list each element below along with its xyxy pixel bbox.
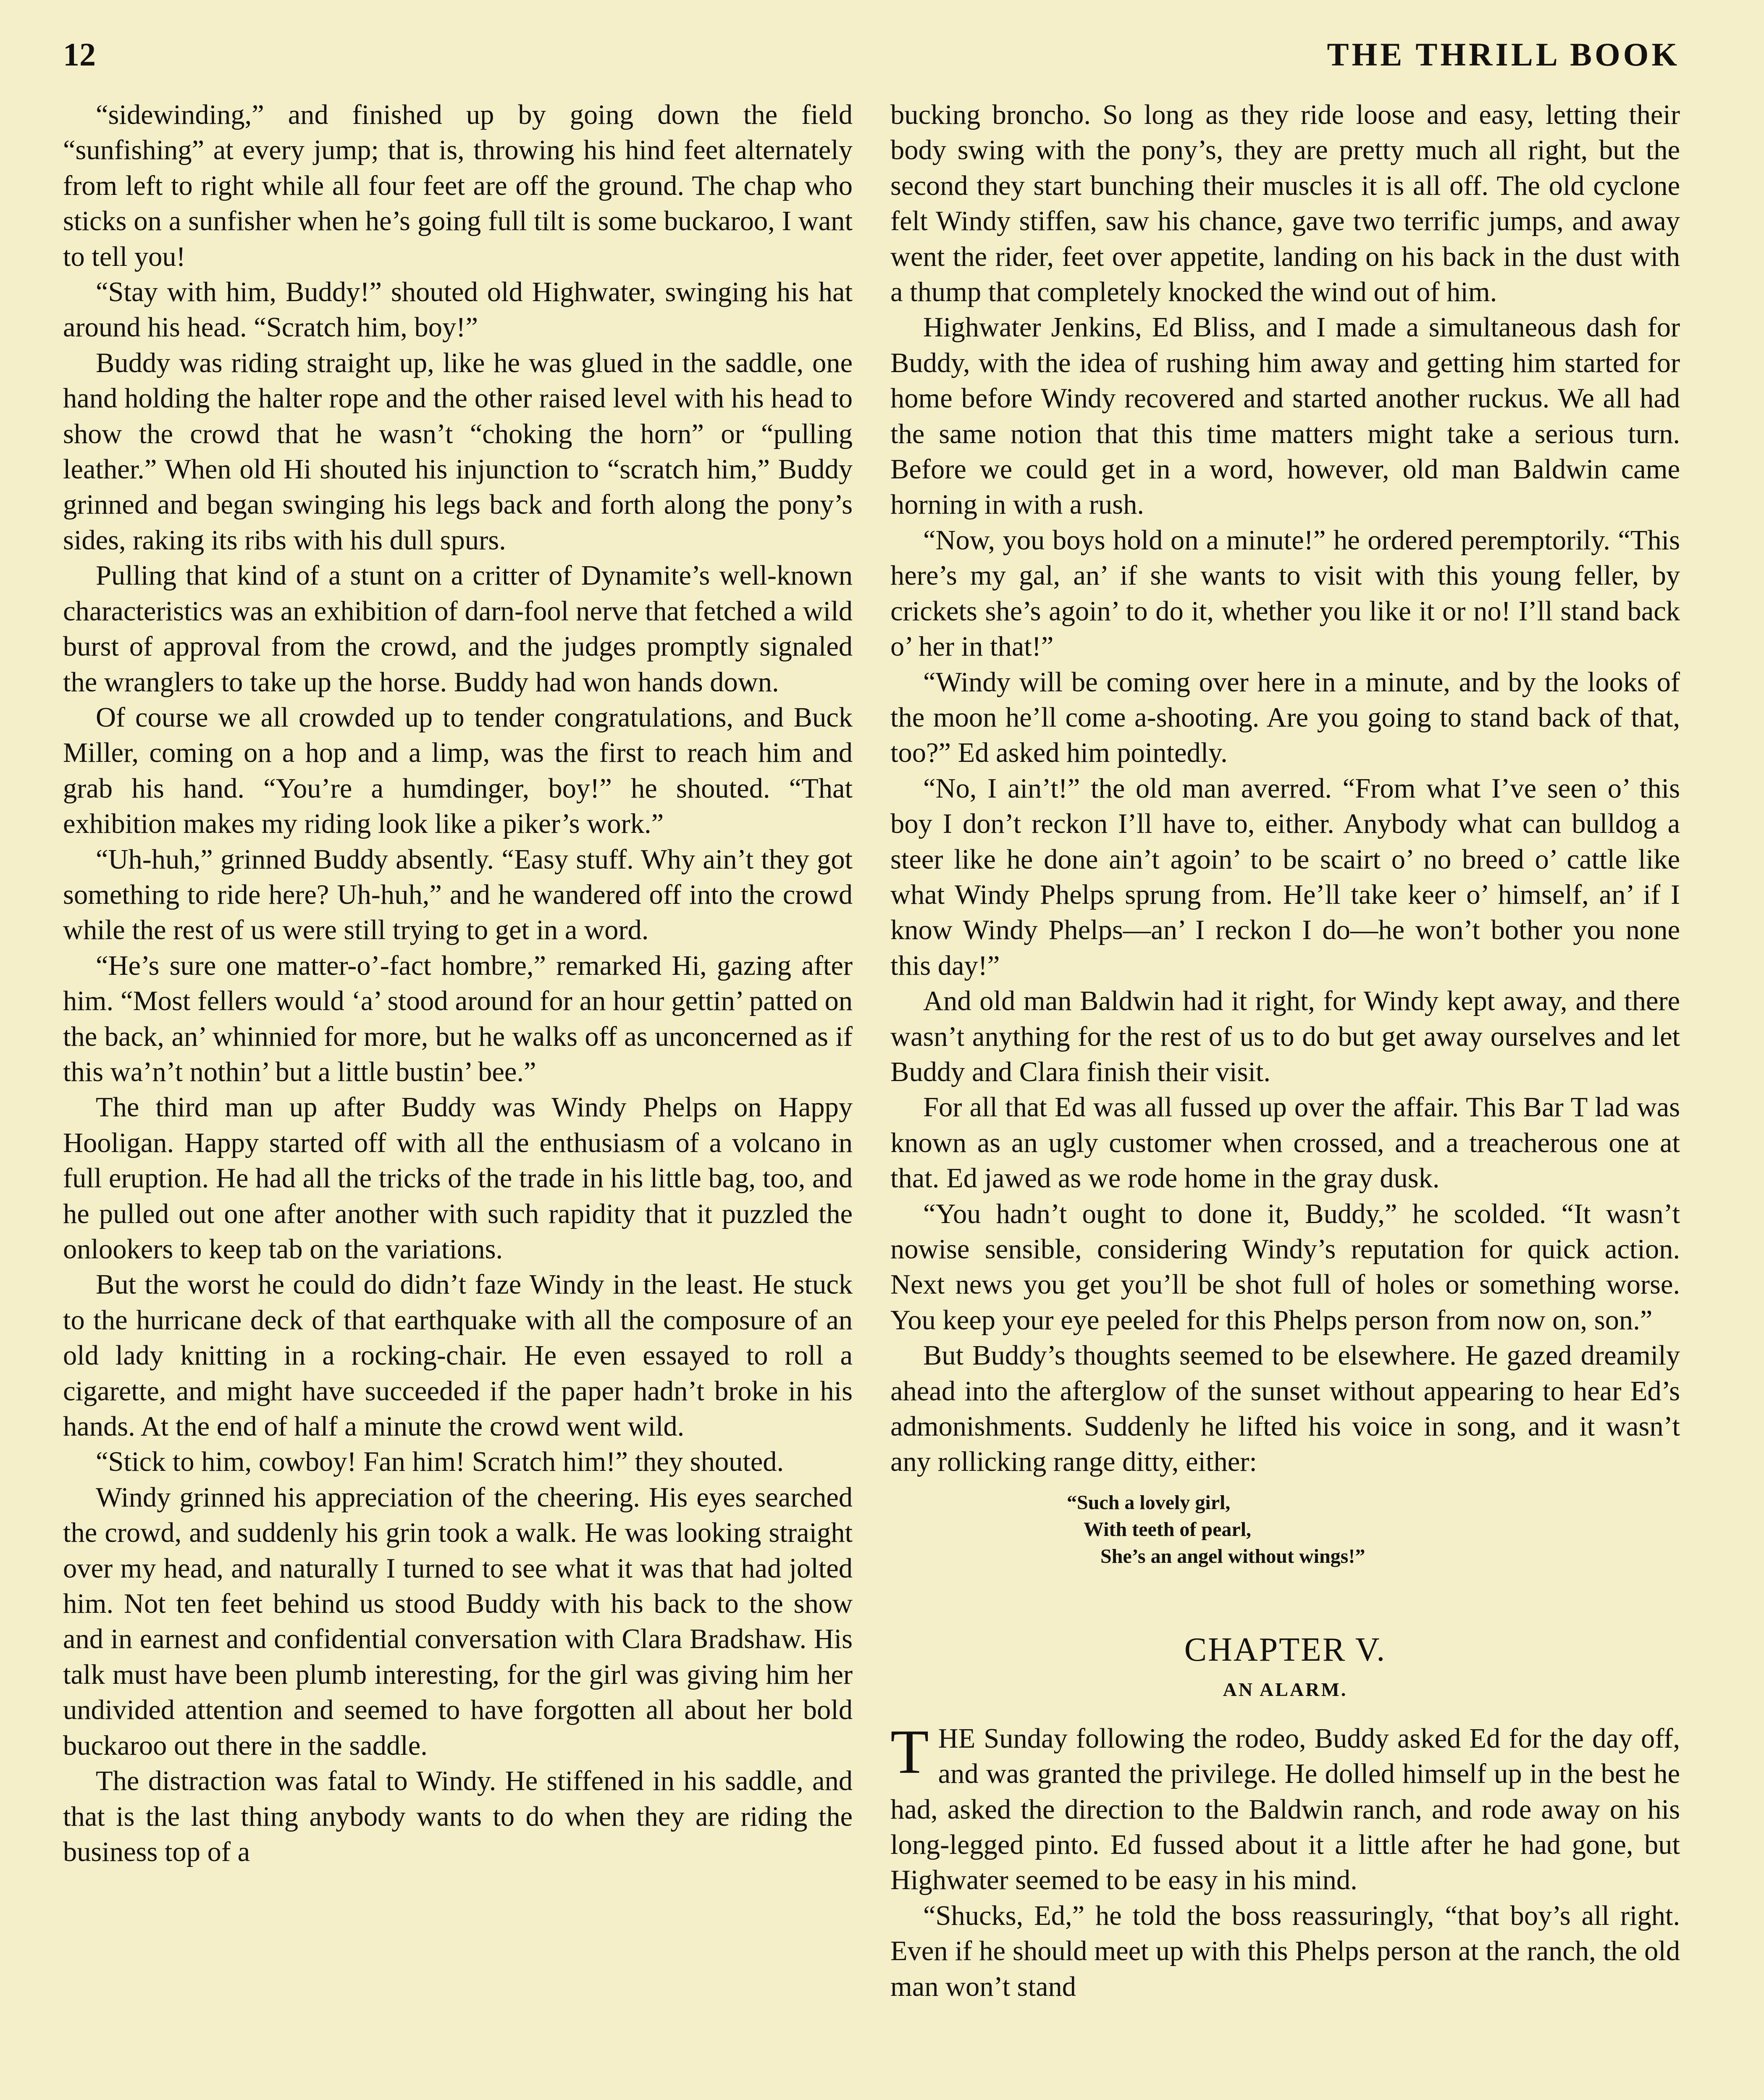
left-column [63, 97, 853, 2100]
paragraph: “Windy will be coming over here in a minute, and by the looks of the moon he’ll come a-shooting. Are you going to stand back of that, too?” Ed asked him pointedly. [890, 667, 1680, 769]
drop-cap: T [890, 1717, 929, 1787]
verse-line: With teeth of pearl, [1084, 1518, 1252, 1541]
paragraph: “Stay with him, Buddy!” shouted old Highwater, swinging his hat around his head. “Scratch him, boy!” [63, 277, 853, 343]
paragraph: Of course we all crowded up to tender congratulations, and Buck Miller, coming on a hop and a limp, was the first to reach him and grab his hand. “You’re a humdinger, boy!” he shouted. “That exhibition makes my riding look like a piker’s work.” [63, 702, 853, 840]
paragraph: “You hadn’t ought to done it, Buddy,” he scolded. “It wasn’t nowise sensible, considering Windy’s reputation for quick action. Next news you get you’ll be shot full of holes or something worse. You keep your eye peeled for this Phelps person from now on, son.” [890, 1198, 1680, 1336]
chapter-opening-paragraph [890, 1717, 1680, 1898]
paragraph: The distraction was fatal to Windy. He stiffened in his saddle, and that is the last thing anybody wants to do when they are riding the business top of a [63, 1766, 853, 1867]
paragraph: Pulling that kind of a stunt on a critter of Dynamite’s well-known characteristics was an exhibition of darn-fool nerve that fetched a wild burst of approval from the crowd, and the judges promptly signaled the wranglers to take up the horse. Buddy had won hands down. [63, 560, 853, 698]
right-column [890, 97, 1680, 2100]
paragraph: “Now, you boys hold on a minute!” he ordered peremptorily. “This here’s my gal, an’ if she wants to visit with this young feller, by crickets she’s agoin’ to do it, whether you like it or no! I’ll stand back o’ her in that!” [890, 525, 1680, 662]
chapter-heading: CHAPTER V. [1184, 1631, 1386, 1668]
paragraph: “Uh-huh,” grinned Buddy absently. “Easy stuff. Why ain’t they got something to ride here? Uh-huh,” and he wandered off into the crowd while the rest of us were still trying to get in a word. [63, 844, 853, 946]
paragraph: “Shucks, Ed,” he told the boss reassuringly, “that boy’s all right. Even if he should meet up with this Phelps person at the ranch, the old man won’t stand [890, 1900, 1680, 2002]
opening-text: HE Sunday following the rodeo, Buddy asked Ed for the day off, and was granted the privilege. He dolled himself up in the best he had, asked the direction to the Baldwin ranch, and rode away on his long-legged pinto. Ed fussed about it a little after he had gone, but Highwater seemed to be easy in his mind. [890, 1723, 1680, 1896]
paragraph: “No, I ain’t!” the old man averred. “From what I’ve seen o’ this boy I don’t reckon I’ll have to, either. Anybody what can bulldog a steer like he done ain’t agoin’ to be scairt o’ no breed o’ cattle like what Windy Phelps sprung from. He’ll take keer o’ himself, an’ if I know Windy Phelps—an’ I reckon I do—he won’t bother you none this day!” [890, 773, 1680, 981]
paragraph: But the worst he could do didn’t faze Windy in the least. He stuck to the hurricane deck of that earthquake with all the composure of an old lady knitting in a rocking-chair. He even essayed to roll a cigarette, and might have succeeded if the paper hadn’t broke in his hands. At the end of half a minute the crowd went wild. [63, 1269, 853, 1442]
paragraph: “Stick to him, cowboy! Fan him! Scratch him!” they shouted. [96, 1446, 784, 1478]
paragraph: bucking broncho. So long as they ride loose and easy, letting their body swing with the pony’s, they are pretty much all right, but the second they start bunching their muscles it is all off. The old cyclone felt Windy stiffen, saw his chance, gave two terrific jumps, and away went the rider, feet over appetite, landing on his back in the dust with a thump that completely knocked the wind out of him. [890, 100, 1680, 308]
page-header [63, 29, 1680, 80]
paragraph: Windy grinned his appreciation of the cheering. His eyes searched the crowd, and suddenly his grin took a walk. He was looking straight over my head, and naturally I turned to see what it was that had jolted him. Not ten feet behind us stood Buddy with his back to the show and in earnest and confidential conversation with Clara Bradshaw. His talk must have been plumb interesting, for the girl was giving him her undivided attention and seemed to have forgotten all about her bold buckaroo out there in the saddle. [63, 1482, 853, 1761]
paragraph: Highwater Jenkins, Ed Bliss, and I made a simultaneous dash for Buddy, with the idea of rushing him away and getting him started for home before Windy recovered and started another ruckus. We all had the same notion that this time matters might take a serious turn. Before we could get in a word, however, old man Baldwin came horning in with a rush. [890, 312, 1680, 520]
verse-line: “Such a lovely girl, [1067, 1491, 1231, 1514]
song-verse [890, 1489, 1680, 1570]
chapter-subtitle: AN ALARM. [1223, 1678, 1348, 1700]
page-number: 12 [63, 36, 96, 73]
paragraph: For all that Ed was all fussed up over the affair. This Bar T lad was known as an ugly customer when crossed, and a treacherous one at that. Ed jawed as we rode home in the gray dusk. [890, 1092, 1680, 1194]
paragraph: The third man up after Buddy was Windy Phelps on Happy Hooligan. Happy started off with all the enthusiasm of a volcano in full eruption. He had all the tricks of the trade in his little bag, too, and he pulled out one after another with such rapidity that it puzzled the onlookers to keep tab on the variations. [63, 1092, 853, 1265]
paragraph: “He’s sure one matter-o’-fact hombre,” remarked Hi, gazing after him. “Most fellers would ‘a’ stood around for an hour gettin’ patted on the back, an’ whinnied for more, but he walks off as unconcerned as if this wa’n’t nothin’ but a little bustin’ bee.” [63, 950, 853, 1087]
verse-line: She’s an angel without wings!” [1100, 1545, 1365, 1567]
running-title: THE THRILL BOOK [1327, 36, 1680, 73]
paragraph: And old man Baldwin had it right, for Windy kept away, and there wasn’t anything for the rest of us to do but get away ourselves and let Buddy and Clara finish their visit. [890, 986, 1680, 1087]
paragraph: “sidewinding,” and finished up by going down the field “sunfishing” at every jump; that is, throwing his hind feet alternately from left to right while all four feet are off the ground. The chap who sticks on a sunfisher when he’s going full tilt is some buckaroo, I want to tell you! [63, 100, 853, 272]
paragraph: But Buddy’s thoughts seemed to be elsewhere. He gazed dreamily ahead into the afterglow of the sunset without appearing to hear Ed’s admonishments. Suddenly he lifted his voice in song, and it wasn’t any rollicking range ditty, either: [890, 1340, 1680, 1478]
paragraph: Buddy was riding straight up, like he was glued in the saddle, one hand holding the halter rope and the other raised level with his head to show the crowd that he wasn’t “choking the horn” or “pulling leather.” When old Hi shouted his injunction to “scratch him,” Buddy grinned and began swinging his legs back and forth along the pony’s sides, raking its ribs with his dull spurs. [63, 347, 853, 556]
